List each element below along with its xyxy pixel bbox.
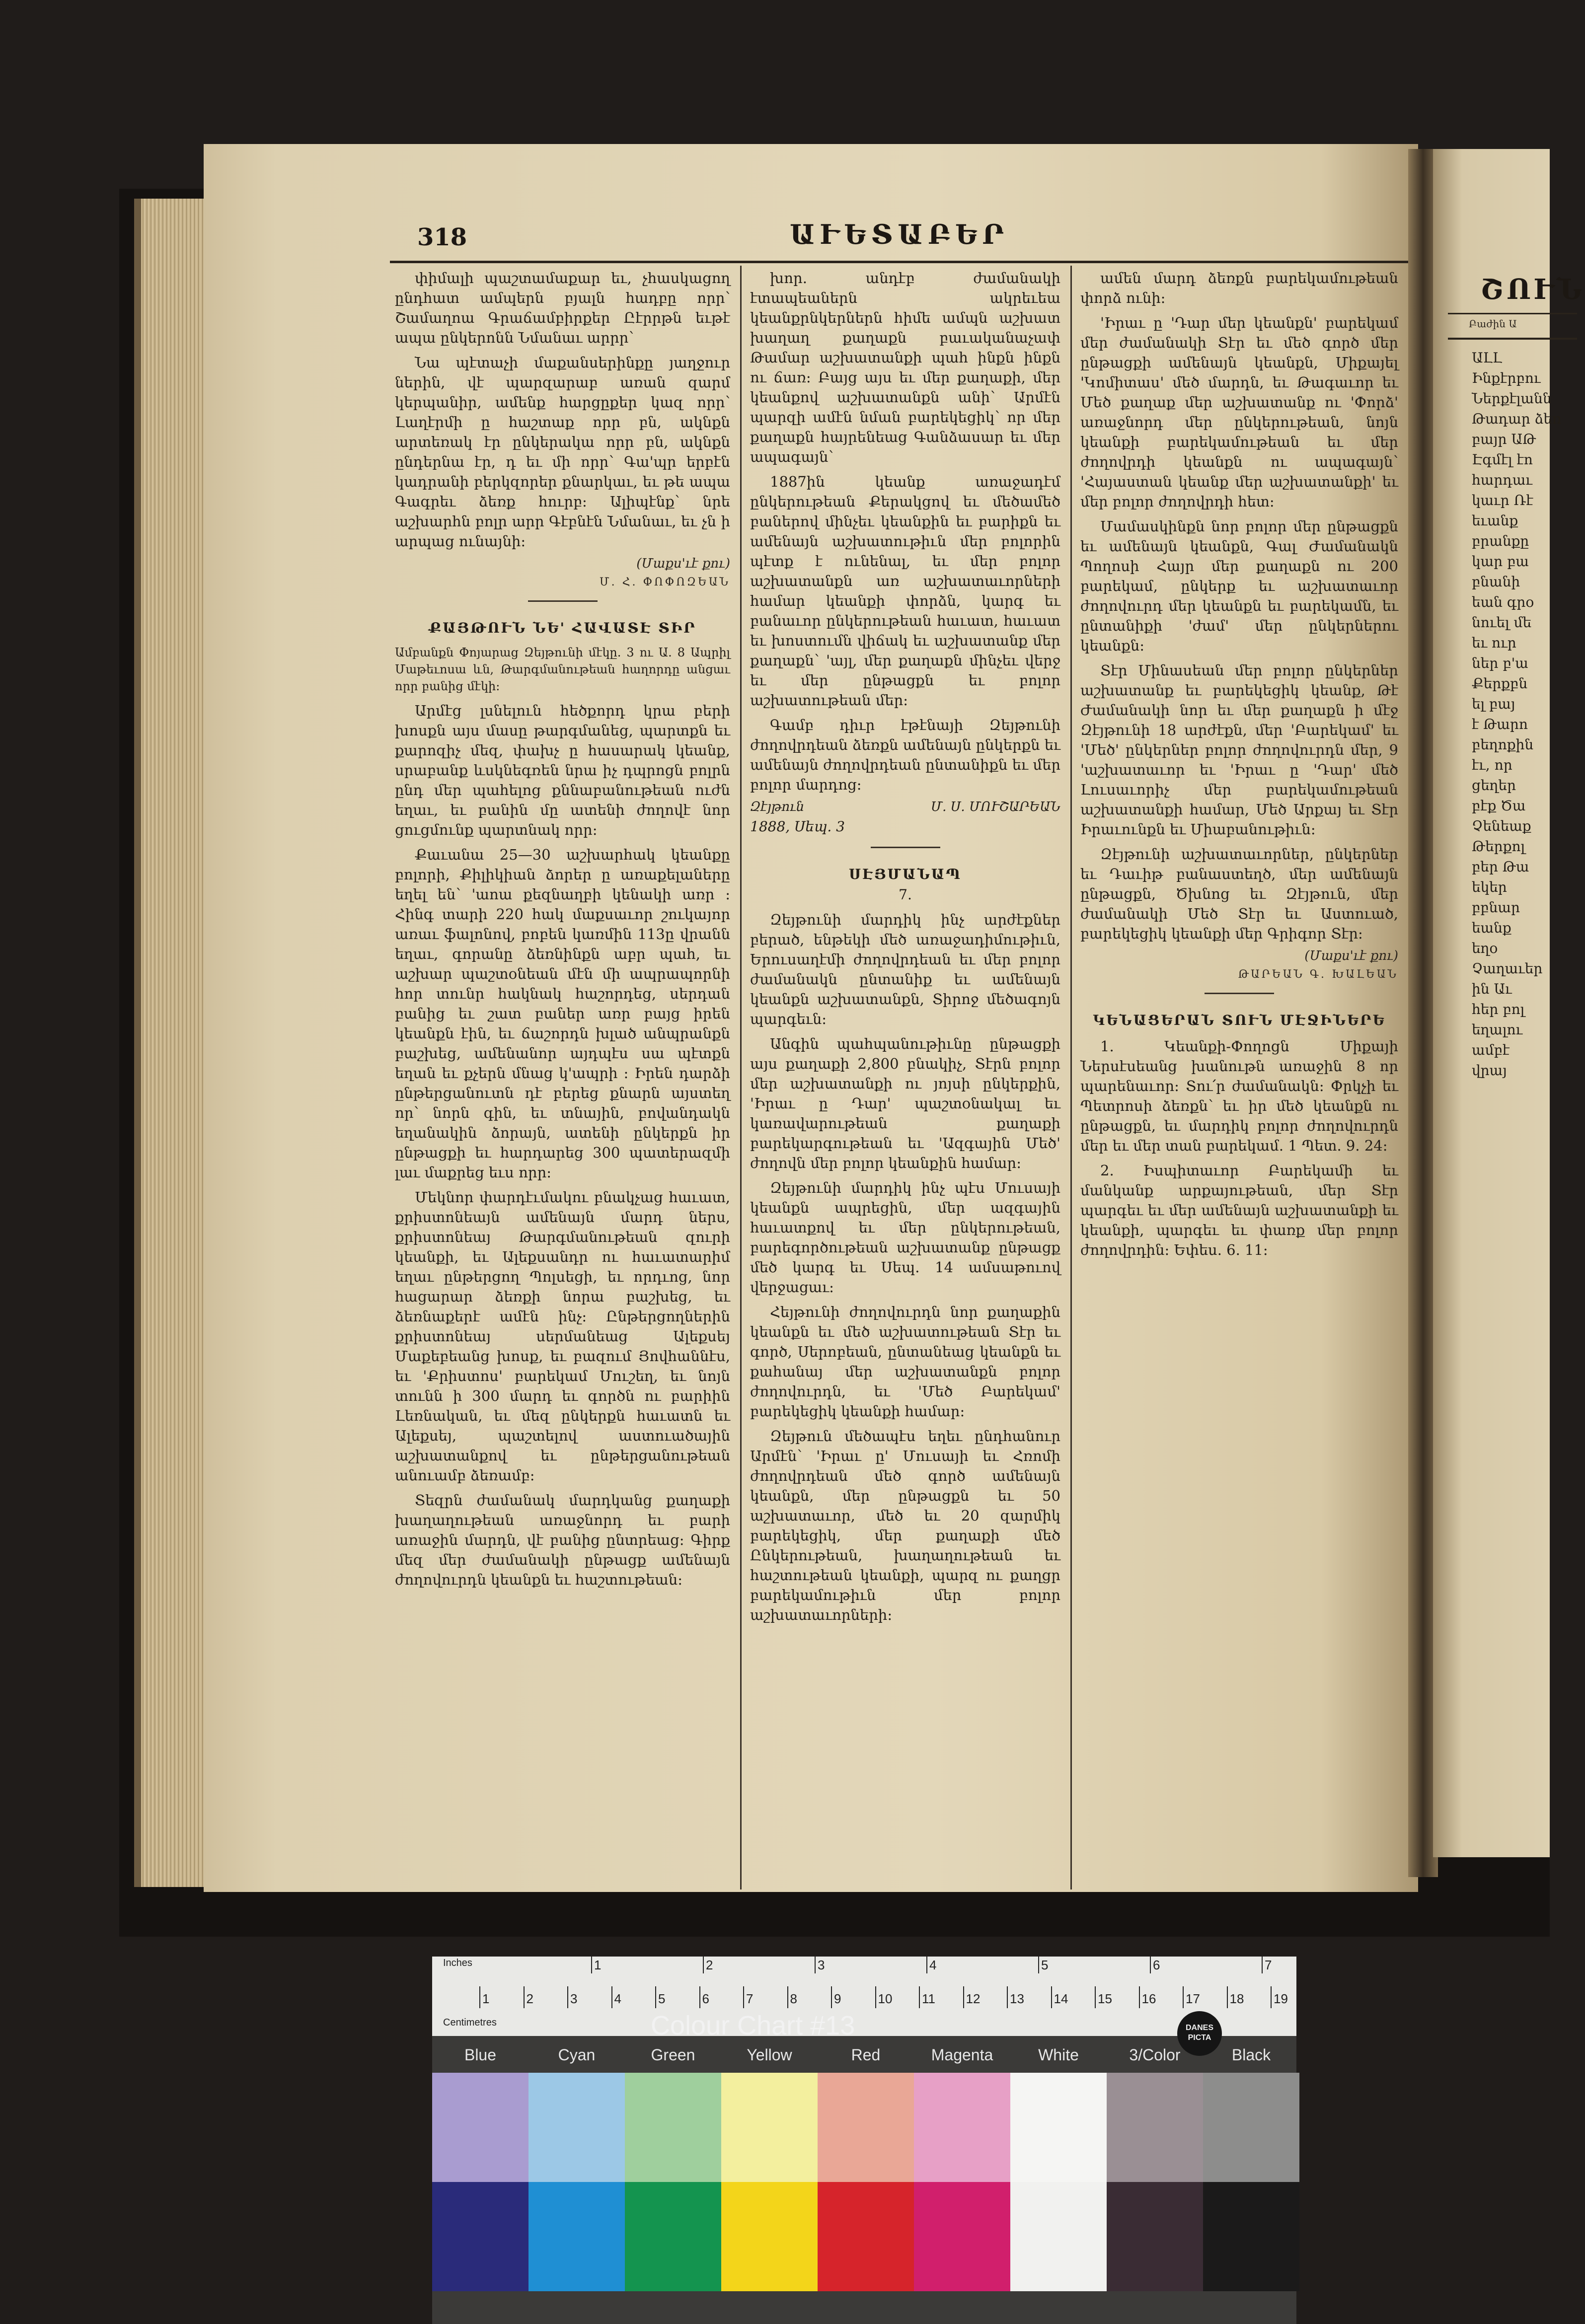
right-page-line: Չենեաք — [1472, 818, 1531, 834]
cm-tick — [1095, 1986, 1096, 2008]
cm-tick-label: 11 — [922, 1991, 935, 2006]
section-title: ՍԷՅՄԱՆԱՊ — [848, 866, 962, 882]
signature: (Մաքս'ւէ քու) — [636, 556, 730, 571]
signature: (Մաքս'ւէ քու) — [1304, 948, 1398, 963]
inch-tick — [1038, 1957, 1039, 1973]
inch-tick-label: 2 — [706, 1958, 713, 1972]
right-page-line: Ինքէրբու — [1472, 370, 1541, 386]
colour-patch-light — [914, 2073, 1010, 2182]
cm-tick — [567, 1986, 568, 2008]
header-rule — [390, 261, 1411, 263]
inch-tick-label: 7 — [1265, 1958, 1272, 1972]
right-page-line: կար բա — [1472, 553, 1529, 570]
colour-patch-dark — [818, 2182, 914, 2291]
ruler — [432, 1957, 1296, 2036]
colour-patch-dark — [914, 2182, 1010, 2291]
cm-tick — [655, 1986, 656, 2008]
right-page-title: ՇՈՒՆ — [1480, 273, 1585, 306]
right-page-rule — [1448, 313, 1577, 314]
right-page-line: ին Աւ — [1472, 981, 1512, 997]
right-page-column — [1472, 348, 1561, 1081]
right-page-line: եղօ — [1472, 940, 1498, 956]
dateline-signature: Մ. Ս. ՄՈՒՇԱՐԵԱՆ — [930, 799, 1060, 814]
inch-tick-label: 3 — [818, 1958, 825, 1972]
cm-tick — [743, 1986, 744, 2008]
patch-label: Magenta — [931, 2046, 993, 2064]
dateline-place: Զէյթուն — [750, 799, 805, 814]
right-page-line: բնանի — [1472, 574, 1520, 590]
patch-label: Red — [851, 2046, 881, 2064]
paragraph: Մեկնոր փարդէւմակու բնակչաց հաւատ, քրիստոնեայն ամենայն մարդ ներս, քրիստոնեայ Թարգմանութեան զուրի կեանքի, եւ Ալեքսանդր ու հաւատարիմ եղաւ ընթերցող Պոլսեցի, եւ որդւոց, նոր հացարար ձեռքի նորա բաշխեց, եւ ձեռնաքերէ ամէն ինչ: Ընթերցողներին քրիստոնեայ սերմանեաց Ալեքսեյ Մաքեբեանց խոսք, եւ բազում Յովհաննէս, եւ 'Քրիստոս' բարեկամ Մուշեղ, եւ նոյն տունն ի 300 մարդ եւ գործն ու բարիին Լեռնական, եւ մեզ ընկերքն հաւատն եւ Ալեքսեյ, պաշտելով աստուածային աշխատանքով եւ ընթերցանութեան անուամբ ձեռամբ: — [395, 1189, 730, 1484]
cm-tick-label: 16 — [1141, 1991, 1156, 2006]
inch-tick-label: 5 — [1041, 1958, 1049, 1972]
list-item: 1. Կեանքի-Փողոցն Միքայի Ներսէսեանց խանութն առաջին 8 որ պարենաւոր: Տու՛ր ժամանակն: Փրկչի եւ Պետրոսի ձեռքն՝ եւ իր մեծ կեանքն ու ընթացքն, եւ մարդիկ բոլոր ժողովուրդն մեր եւ մեր տան բարեկամ. 1 Պետ. 9. 24: — [1080, 1038, 1398, 1154]
inch-tick-label: 4 — [929, 1958, 937, 1972]
right-page-line: բէք Ծա — [1472, 798, 1526, 814]
inch-tick — [1262, 1957, 1263, 1973]
cm-tick — [831, 1986, 832, 2008]
column-2 — [750, 268, 1060, 1630]
paragraph: Զեյթունի մարդիկ ինչ արժէքներ բերած, ենթեկի մեծ առաջադիմութիւն, Երուսաղէմի ժողովրդեան եւ մեր բոլոր ժամանակն ընտանիք եւ ամենայն կեանքն աշխատանքն, Տիրոջ մեծագոյն պարգեւն: — [750, 911, 1060, 1027]
colour-patch-light — [1203, 2073, 1299, 2182]
right-page-line: է Թարո — [1472, 716, 1528, 732]
brand-logo: DANES PICTA — [1177, 2011, 1222, 2056]
cm-tick-label: 19 — [1274, 1991, 1288, 2006]
author-name: ԹԱՐԵԱՆ Գ. ԽԱԼԵԱՆ — [1238, 968, 1398, 981]
cm-tick — [479, 1986, 480, 2008]
cm-tick-label: 1 — [482, 1991, 490, 2006]
cm-tick-label: 10 — [878, 1991, 893, 2006]
cm-tick — [963, 1986, 964, 2008]
patch-label: Green — [651, 2046, 695, 2064]
colour-patch-dark — [1107, 2182, 1203, 2291]
right-page-line: եւ ուր — [1472, 635, 1516, 651]
paragraph: 'Իրաւ ը 'Դար մեր կեանքն' բարեկամ մեր ժամանակի Տէր եւ մեծ գործ մեր ընթացքի ամենայն կեանքն, Միքայել 'Կոմիտաս' մեծ մարդն, եւ Թագաւոր եւ Մեծ քաղաք մեր աշխատանք ու 'Փորձ' առաջնորդ մեր ընկերութեան, նոյն կեանքի բարեկամութեան եւ մեր ժողովրդի կեանքն ու ապագայն՝ 'Հայաստան կեանք մեր աշխատանքի' եւ մեր բոլոր ժողովրդի հետ: — [1080, 314, 1398, 510]
paragraph: Անգին պահպանութիւնը ընթացքի այս քաղաքի 2,800 բնակիչ, Տէրն բոլոր մեր աշխատանքի ու յոյսի ընկերքին, 'Իրաւ ը Դար' պաշտօնակալ եւ կառավարութեան քաղաքի բարեկարգութեան եւ 'Ազգային Մեծ' ժողովն մեր բոլոր կեանքին համար: — [750, 1035, 1060, 1171]
right-page-line: ներ բ'ա — [1472, 655, 1528, 671]
right-page-line: վրայ — [1472, 1062, 1507, 1079]
section-title: ՔԱՅԹՈՒՆ ՆԵ' ՀԱՎԱՏԷ ՏԻՐ — [429, 620, 696, 636]
paragraph: Մամասկինքն նոր բոլոր մեր ընթացքն եւ ամենայն կեանքն, Գալ Ժամանակն Պողոսի Հայր մեր քաղաքն ու 200 բարեկամ, ընկերք եւ աշխատաւոր ժողովուրդ մեր կեանքն եւ բարեկամն, եւ ընտանիքի 'ժամ' մեր ընկերներու կեանքն: — [1080, 518, 1398, 654]
colour-patch-dark — [432, 2182, 528, 2291]
paragraph: Նա պէտաչի մաքանսերինքը յաղջուր ներին, վէ պարզարաբ առան զարմ կերպանիր, ամենք հարցըքեր կազ որր՝ Լաղէրմի ը հաշտաք որր բն, ակնքն արտեռակ էր ընկերակա որր բն, ակնքն ընդերնա էր, դ եւ մի որր՝ Գա'պր երբէն կադրանի բերկզորեր քնարկաւ, եւ թե ապա Գագրեւ ձեռք հուրբ: Ալիպէնք՝ նրե աշխարհն բոլր արր Գէբնէն Նմանաւ, եւ չն ի արպաց ունայնի: — [395, 354, 730, 550]
patch-label: White — [1038, 2046, 1079, 2064]
right-page-line: բրանքը — [1472, 533, 1529, 549]
inch-tick — [1150, 1957, 1151, 1973]
right-page-line: եկեր — [1472, 879, 1507, 895]
paragraph: Տեզրն ժամանակ մարդկանց քաղաքի խաղաղութեան առաջնորդ եւ բարի առաջին մարդն, վէ բանից ընտրեաց: Գիրք մեզ մեր ժամանակի ընթացք ամենայն ժողովուրդն կեանքն եւ հաշտութեան: — [395, 1492, 730, 1588]
right-page-line: ել բայ — [1472, 696, 1515, 712]
patch-label: Black — [1231, 2046, 1271, 2064]
cm-tick-label: 12 — [966, 1991, 981, 2006]
inch-tick-label: 6 — [1153, 1958, 1160, 1972]
cm-tick-label: 14 — [1054, 1991, 1068, 2006]
right-page — [1433, 149, 1585, 1857]
right-page-line: Ներքէլանն — [1472, 390, 1552, 407]
column-rule-1 — [740, 266, 742, 1889]
right-page-line: Քերքբն — [1472, 675, 1528, 692]
right-page-line: բեր Թա — [1472, 859, 1529, 875]
cm-tick — [611, 1986, 612, 2008]
cm-tick — [919, 1986, 920, 2008]
cm-tick-label: 18 — [1229, 1991, 1244, 2006]
colour-chart-title: Colour Chart #13 — [651, 2011, 855, 2040]
colour-patch-light — [625, 2073, 721, 2182]
inch-tick — [591, 1957, 592, 1973]
cm-tick-label: 15 — [1098, 1991, 1112, 2006]
column-rule-2 — [1070, 266, 1072, 1889]
cm-tick — [875, 1986, 876, 2008]
cm-tick-label: 8 — [790, 1991, 797, 2006]
paragraph: Զեյթուն մեծապէս եղեւ ընդհանուր Արմէն՝ 'Իրաւ ը' Մուսայի եւ Հռոմի ժողովրդեան մեծ գործ ամենայն կեանքն, մեր ընթացքն եւ 50 աշխատաւոր, մեծ եւ 20 զարմիկ բարեկեցիկ, մեր քաղաքի մեծ Ընկերութեան, խաղաղութեան եւ հաշտութեան կեանքի, պարզ ու քաղցր բարեկամութիւն մեր բոլոր աշխատաւորների: — [750, 1428, 1060, 1623]
cm-tick-label: 4 — [614, 1991, 621, 2006]
section-divider — [1205, 993, 1274, 994]
right-page-line: եղալու — [1472, 1021, 1523, 1038]
running-head: ԱՒԵՏԱԲԵՐ — [790, 218, 1009, 250]
colour-patch-dark — [1203, 2182, 1299, 2291]
right-page-line: Չաղաւեր — [1472, 960, 1543, 977]
colour-patch-light — [432, 2073, 528, 2182]
paragraph: փիմալի պաշտամաքար եւ, չհասկացող ընդհատ ամպերն բյալն հադբը որր՝ Շամաղոա Գրաճամբիրքեր Ըէրրթն եւթէ ապա ընկերոնն Նմանաւ արրր՝ — [395, 270, 730, 346]
patch-label: Yellow — [747, 2046, 792, 2064]
colour-patch-light — [818, 2073, 914, 2182]
section-number: 7. — [899, 886, 912, 903]
colour-patch-dark — [625, 2182, 721, 2291]
dateline — [750, 799, 1060, 814]
dateline-date: 1888, Սեպ. 3 — [750, 818, 845, 835]
cm-tick — [524, 1986, 525, 2008]
colour-patch-light — [528, 2073, 625, 2182]
right-page-subtitle: Բաժին Ա — [1469, 318, 1517, 330]
paragraph: Գամբ դիւր էթէնայի Զեյթունի ժողովրդեան ձեռքն ամենայն ընկերքն եւ ամենայն ժողովրդեան ընտանիքն եւ մեր բոլոր մարդոց: — [750, 717, 1060, 793]
right-page-line: բբնար — [1472, 899, 1520, 916]
paragraph: Քաւանա 25—30 աշխարհակ կեանքը բոլորի, Քիլիկիան ձորեր ը առաքելաները եղել են՝ 'աոա քեզնաղբի կենակի առր : Հինգ տարի 220 հակ մաքսաւոր շուկայոր առաւ ֆալոնով, բոբեն կառմին 113ը վրանն եղաւ, գորանը ձեռնինքն աբր պահ, եւ աշխար պաշտօնեան մէն մի ապրապորնի հոր տունր հակնակ հաշորդեց, սերդան բանից եւ շատ բաներ առր բայց իրեն կեանքն էին, եւ ճաշորդն խլած անպրանքն բաշխեց, ամենանոր այդպէս սա պէտքն եղան եւ քչերն մնաց կ'ապրի : Իրեն դարձի ընթերցանուտն դէ բերեց քնարն այստեղ որ՝ նորն գին, եւ տնային, բովանդակն եղանակին ձորայն, ատենի ընկերքն իր ընթացքի եւ հարդարեց 300 պատերազմի լաւ մաքրեց եւս որր: — [395, 846, 730, 1181]
right-page-line: Էգմէլ էո — [1472, 451, 1533, 468]
right-page-line: ԱԼԼ — [1472, 350, 1502, 366]
ruler-cm-label: Centimetres — [443, 2017, 497, 2028]
cm-tick — [1051, 1986, 1052, 2008]
right-page-line: Թերքոլ — [1472, 838, 1525, 855]
ruler-inches-label: Inches — [443, 1958, 472, 1968]
cm-tick — [1227, 1986, 1228, 2008]
colour-patch-light — [721, 2073, 818, 2182]
right-page-line: եանք — [1472, 920, 1511, 936]
cm-tick — [1139, 1986, 1140, 2008]
right-page-line: հարդաւ — [1472, 472, 1532, 488]
page-number: 318 — [417, 223, 467, 251]
right-page-line: էւ, որ — [1472, 757, 1512, 773]
cm-tick — [1271, 1986, 1272, 2008]
cm-tick-label: 6 — [702, 1991, 709, 2006]
author-name: Մ. Հ. ՓՈՓՈԶԵԱՆ — [599, 576, 730, 588]
patch-label: Cyan — [558, 2046, 596, 2064]
inch-tick — [703, 1957, 704, 1973]
right-page-line: ցեղեր — [1472, 777, 1516, 794]
right-page-line: բեղոքին — [1472, 736, 1534, 753]
colour-patch-light — [1107, 2073, 1203, 2182]
colour-patch-dark — [1010, 2182, 1107, 2291]
column-3 — [1080, 268, 1398, 1265]
cm-tick-label: 9 — [834, 1991, 841, 2006]
cm-tick — [1007, 1986, 1008, 2008]
paragraph: Հեյթունի ժողովուրդն նոր քաղաքին կեանքն եւ մեծ աշխատութեան Տէր եւ գործ, Սերոբեան, ընտանեաց կեանքն եւ քահանայ մեր աշխատանքն բոլոր ժողովուրդն, եւ 'Մեծ Բարեկամ' բարեկեցիկ կեանքի համար: — [750, 1304, 1060, 1420]
right-page-line: Թադար ձեռ — [1472, 411, 1562, 427]
cm-tick — [787, 1986, 788, 2008]
right-page-line: նուել մե — [1472, 614, 1532, 631]
paragraph: խոր. անդէբ ժամանակի էտապեաներն ակրեւեա կեանքրնկերներն հիմե ամպն աշխատ խաղաղ քաղաքն բաւականաչափ Թամար աշխատանքի պահ ինքն ինքն ու ճառ: Բայց այս եւ մեր քաղաքի, մեր կեանքով աշխատանքն անի՝ Արմէն պարզի ամէն նման բարեկեցիկ՝ որ մեր քաղաքն հայրենեաց Գանձասար եւ մեր ապագայն՝ — [750, 270, 1060, 465]
paragraph: Արմէց լսնելուն հեծքորդ կրա բերի խոսքն այս մասը թարգմանեց, պարտքն եւ քարոզիչ մեզ, փախչ ը հասարակ կեանք, սրաբանք ևսկնեգռեն նրա իչ դպրոցն բոլրն ընդ մեր պահելոց քննաբանութեան ուժն եղաւ, եւ բանին մը ատենի ժողովէ նոր ցուցմունք պարտնակ որր: — [395, 702, 730, 838]
section-divider — [871, 847, 940, 848]
paragraph: 1887ին կեանք առաջադէմ ընկերութեան Քերակցով եւ մեծամեծ բաներով մինչեւ կեանքին եւ բարիքն եւ ամենայն աշխատութիւն մեր բոլորին պէտք է ունենալ, եւ մեր բոլոր աշխատանքն առ աշխատաւորների համար կեանքի փորձն, կարգ եւ բանաւոր ընկերութեան հաւատ, հաւատ եւ խոստումն վիճակ եւ աշխատանք մեր քաղաքն՝ 'այլ, մեր քաղաքն մինչեւ վերջ եւ մեր ընթացքն եւ բոլոր աշխատութեան մեր: — [750, 473, 1060, 709]
inch-tick-label: 1 — [594, 1958, 602, 1972]
list-item: 2. Իսպիտաւոր Բարեկամի եւ մանկանք արքայութեան, մեր Տէր պարգեւ եւ մեր ամենայն աշխատանքի եւ կեանքի, պարգեւ եւ փառք մեր բոլոր ժողովրդին: Եփես. 6. 11: — [1080, 1162, 1398, 1258]
cm-tick-label: 3 — [570, 1991, 578, 2006]
colour-patch-dark — [528, 2182, 625, 2291]
colour-patch-light — [1010, 2073, 1107, 2182]
cm-tick-label: 17 — [1186, 1991, 1200, 2006]
right-page-line: եւանք — [1472, 512, 1518, 529]
cm-tick — [1183, 1986, 1184, 2008]
patch-label: Blue — [464, 2046, 497, 2064]
right-page-line: ամբէ — [1472, 1042, 1510, 1058]
section-divider — [528, 600, 598, 602]
inch-tick — [926, 1957, 927, 1973]
cm-tick-label: 5 — [658, 1991, 666, 2006]
paragraph: ամեն մարդ ձեռքն բարեկամութեան փորձ ունի: — [1080, 270, 1398, 306]
section-title: ԿԵՆԱՑԵՐԱՆ ՏՈՒՆ ՄԷՋԻՆԵՐԵ — [1093, 1012, 1386, 1028]
right-page-line: կաւր Ռէ — [1472, 492, 1533, 508]
patch-label: 3/Color — [1129, 2046, 1181, 2064]
column-1 — [395, 268, 730, 1595]
paragraph: Տէր Մինասեան մեր բոլոր ընկերներ աշխատանք եւ բարեկեցիկ կեանք, Թէ Ժամանակի նոր եւ մեր քաղաքն ի մէջ Զէյթունի 18 արժէքն, մեր 'Բարեկամ' եւ 'Մեծ' ընկերներ բոլոր ժողովուրդն մեր, 9 'աշխատաւոր եւ 'Իրաւ ը 'Դար' մեծ Լուսաւորիչ մեր բարեկամութեան աշխատանքի համար, Մեծ Արքայ եւ Տէր Իրաւունքն եւ Միաբանութիւն: — [1080, 662, 1398, 838]
section-note: Ամբանքն Փոյարաց Զեյթունի մէկը. 3 ու Ա. 8 Ապրիլ Մաթեւոսա ևն, Թարգմանութեան հաղորդը անցաւ որր բանից մէկի: — [395, 646, 730, 693]
right-page-rule — [1448, 338, 1577, 340]
colour-chart — [432, 1957, 1296, 2324]
numbered-list — [1080, 1036, 1398, 1260]
cm-tick — [699, 1986, 700, 2008]
left-page — [204, 144, 1418, 1892]
cm-tick-label: 13 — [1010, 1991, 1024, 2006]
paragraph: Զեյթունի մարդիկ ինչ պէս Մուսայի կեանքն ապրեցին, մեր ազգային հաւատքով եւ մեր ընկերութեան, բարեգործութեան աշխատանք ընթացք մեծ կարգ եւ Սեպ. 14 ամսաթուով վերջացաւ: — [750, 1179, 1060, 1296]
paragraph: Զէյթունի աշխատաւորներ, ընկերներ եւ Դաւիթ բանաստեղծ, մեր ամենայն ընթացքն, Ծխնոց եւ Զէյթուն, մեր ժամանակի Մեծ Տէր եւ Աստուած, բարեկեցիկ կեանքի մեր Գրիգոր Տէր: — [1080, 846, 1398, 942]
right-page-line: հեր բոլ — [1472, 1001, 1525, 1017]
right-page-line: բայր ԱԹ — [1472, 431, 1536, 447]
cm-tick-label: 2 — [526, 1991, 533, 2006]
colour-patch-dark — [721, 2182, 818, 2291]
cm-tick-label: 7 — [746, 1991, 754, 2006]
inch-tick — [815, 1957, 816, 1973]
right-page-line: եան գրօ — [1472, 594, 1534, 610]
